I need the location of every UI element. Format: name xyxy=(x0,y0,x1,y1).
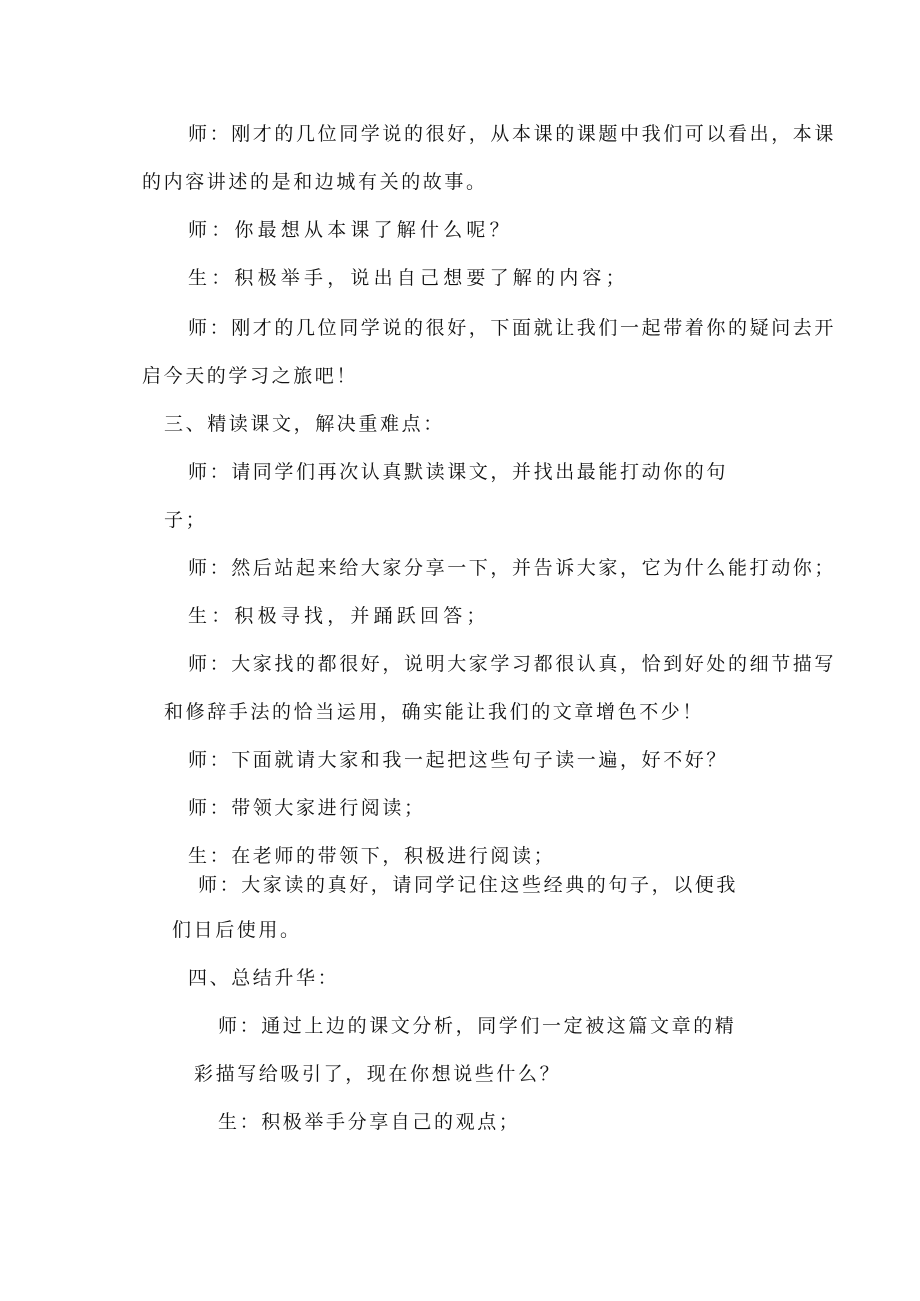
paragraph-line: 师：带领大家进行阅读； xyxy=(188,797,426,819)
paragraph-line: 师：请同学们再次认真默读课文，并找出最能打动你的句 xyxy=(188,461,729,483)
paragraph-line: 师：刚才的几位同学说的很好，下面就让我们一起带着你的疑问去开 xyxy=(188,317,837,339)
paragraph-line: 师：大家读的真好，请同学记住这些经典的句子，以便我 xyxy=(198,874,739,896)
paragraph-line: 的内容讲述的是和边城有关的故事。 xyxy=(142,171,488,193)
paragraph-line: 生：积极举手，说出自己想要了解的内容； xyxy=(188,267,629,289)
paragraph-line: 启今天的学习之旅吧！ xyxy=(142,365,359,387)
paragraph-line: 师：下面就请大家和我一起把这些句子读一遍，好不好？ xyxy=(188,749,729,771)
paragraph-line: 们日后使用。 xyxy=(172,919,302,941)
paragraph-line: 师：然后站起来给大家分享一下，并告诉大家，它为什么能打动你； xyxy=(188,557,837,579)
paragraph-line: 师：你最想从本课了解什么呢？ xyxy=(188,219,513,241)
paragraph-line: 师：通过上边的课文分析，同学们一定被这篇文章的精 xyxy=(218,1015,737,1037)
paragraph-line: 和修辞手法的恰当运用，确实能让我们的文章增色不少！ xyxy=(164,701,705,723)
paragraph-line: 子； xyxy=(164,509,208,531)
paragraph-line: 生：在老师的带领下，积极进行阅读； xyxy=(188,845,556,867)
paragraph-line: 生：积极寻找，并踊跃回答； xyxy=(188,605,490,627)
paragraph-line: 生：积极举手分享自己的观点； xyxy=(218,1111,521,1133)
paragraph-line: 师：大家找的都很好，说明大家学习都很认真，恰到好处的细节描写 xyxy=(188,653,837,675)
section-heading: 四、总结升华： xyxy=(188,967,340,989)
paragraph-line: 彩描写给吸引了，现在你想说些什么？ xyxy=(194,1063,562,1085)
section-heading: 三、精读课文，解决重难点： xyxy=(164,413,445,435)
paragraph-line: 师：刚才的几位同学说的很好，从本课的课题中我们可以看出，本课 xyxy=(188,123,837,145)
